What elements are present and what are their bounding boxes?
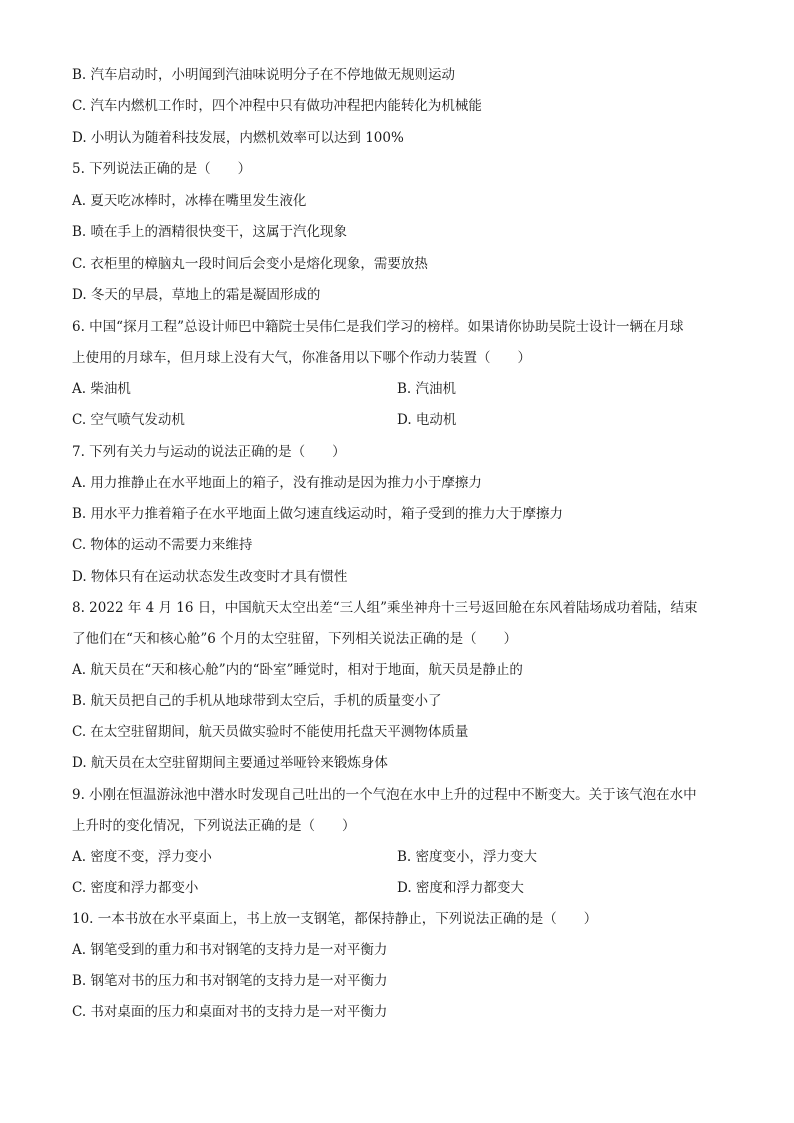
q8-stem-line1: 8. 2022 年 4 月 16 日，中国航天太空出差“三人组”乘坐神舟十三号返回舱在东风着陆场成功着陆，结束 [72,600,698,616]
q5-option-c: C. 衣柜里的樟脑丸一段时间后会变小是熔化现象，需要放热 [72,256,428,272]
q8-option-c: C. 在太空驻留期间，航天员做实验时不能使用托盘天平测物体质量 [72,724,469,740]
q7-option-d: D. 物体只有在运动状态发生改变时才具有惯性 [72,569,348,585]
q6-stem-line2: 上使用的月球车，但月球上没有大气，你准备用以下哪个作动力装置（ ） [72,350,531,366]
q6-stem-line1: 6. 中国“探月工程”总设计师巴中籍院士吴伟仁是我们学习的榜样。如果请你协助吴院士设计一辆在月球 [72,319,684,335]
q4-option-c: C. 汽车内燃机工作时，四个冲程中只有做功冲程把内能转化为机械能 [72,98,482,114]
q7-option-a: A. 用力推静止在水平地面上的箱子，没有推动是因为推力小于摩擦力 [72,475,482,491]
q10-stem: 10. 一本书放在水平桌面上，书上放一支钢笔，都保持静止，下列说法正确的是（ ） [72,911,598,927]
q7-option-b: B. 用水平力推着箱子在水平地面上做匀速直线运动时，箱子受到的推力大于摩擦力 [72,506,564,522]
q10-option-c: C. 书对桌面的压力和桌面对书的支持力是一对平衡力 [72,1004,388,1020]
q10-option-b: B. 钢笔对书的压力和书对钢笔的支持力是一对平衡力 [72,973,388,989]
q7-stem: 7. 下列有关力与运动的说法正确的是（ ） [72,444,346,460]
q7-option-c: C. 物体的运动不需要力来维持 [72,537,253,553]
q10-option-a: A. 钢笔受到的重力和书对钢笔的支持力是一对平衡力 [72,942,388,958]
q6-option-d: D. 电动机 [397,412,457,428]
q4-option-b: B. 汽车启动时，小明闻到汽油味说明分子在不停地做无规则运动 [72,67,456,83]
q5-option-b: B. 喷在手上的酒精很快变干，这属于汽化现象 [72,224,348,240]
q5-option-d: D. 冬天的早晨，草地上的霜是凝固形成的 [72,287,321,303]
q4-option-d: D. 小明认为随着科技发展，内燃机效率可以达到 100% [72,130,404,146]
q5-stem: 5. 下列说法正确的是（ ） [72,161,252,177]
q8-option-d: D. 航天员在太空驻留期间主要通过举哑铃来锻炼身体 [72,755,388,771]
q8-stem-line2: 了他们在“天和核心舱”6 个月的太空驻留，下列相关说法正确的是（ ） [72,631,518,647]
q9-option-d: D. 密度和浮力都变大 [397,880,524,896]
q6-option-c: C. 空气喷气发动机 [72,412,185,428]
q8-option-b: B. 航天员把自己的手机从地球带到太空后，手机的质量变小了 [72,693,442,709]
q9-stem-line2: 上升时的变化情况，下列说法正确的是（ ） [72,818,356,834]
q5-option-a: A. 夏天吃冰棒时，冰棒在嘴里发生液化 [72,193,307,209]
q9-option-b: B. 密度变小，浮力变大 [397,849,538,865]
q9-stem-line1: 9. 小刚在恒温游泳池中潜水时发现自己吐出的一个气泡在水中上升的过程中不断变大。关于该气泡在水中 [72,787,697,803]
q9-option-c: C. 密度和浮力都变小 [72,880,199,896]
q6-option-a: A. 柴油机 [72,381,131,397]
q9-option-a: A. 密度不变，浮力变小 [72,849,212,865]
q8-option-a: A. 航天员在“天和核心舱”内的“卧室”睡觉时，相对于地面，航天员是静止的 [72,662,523,678]
q6-option-b: B. 汽油机 [397,381,457,397]
